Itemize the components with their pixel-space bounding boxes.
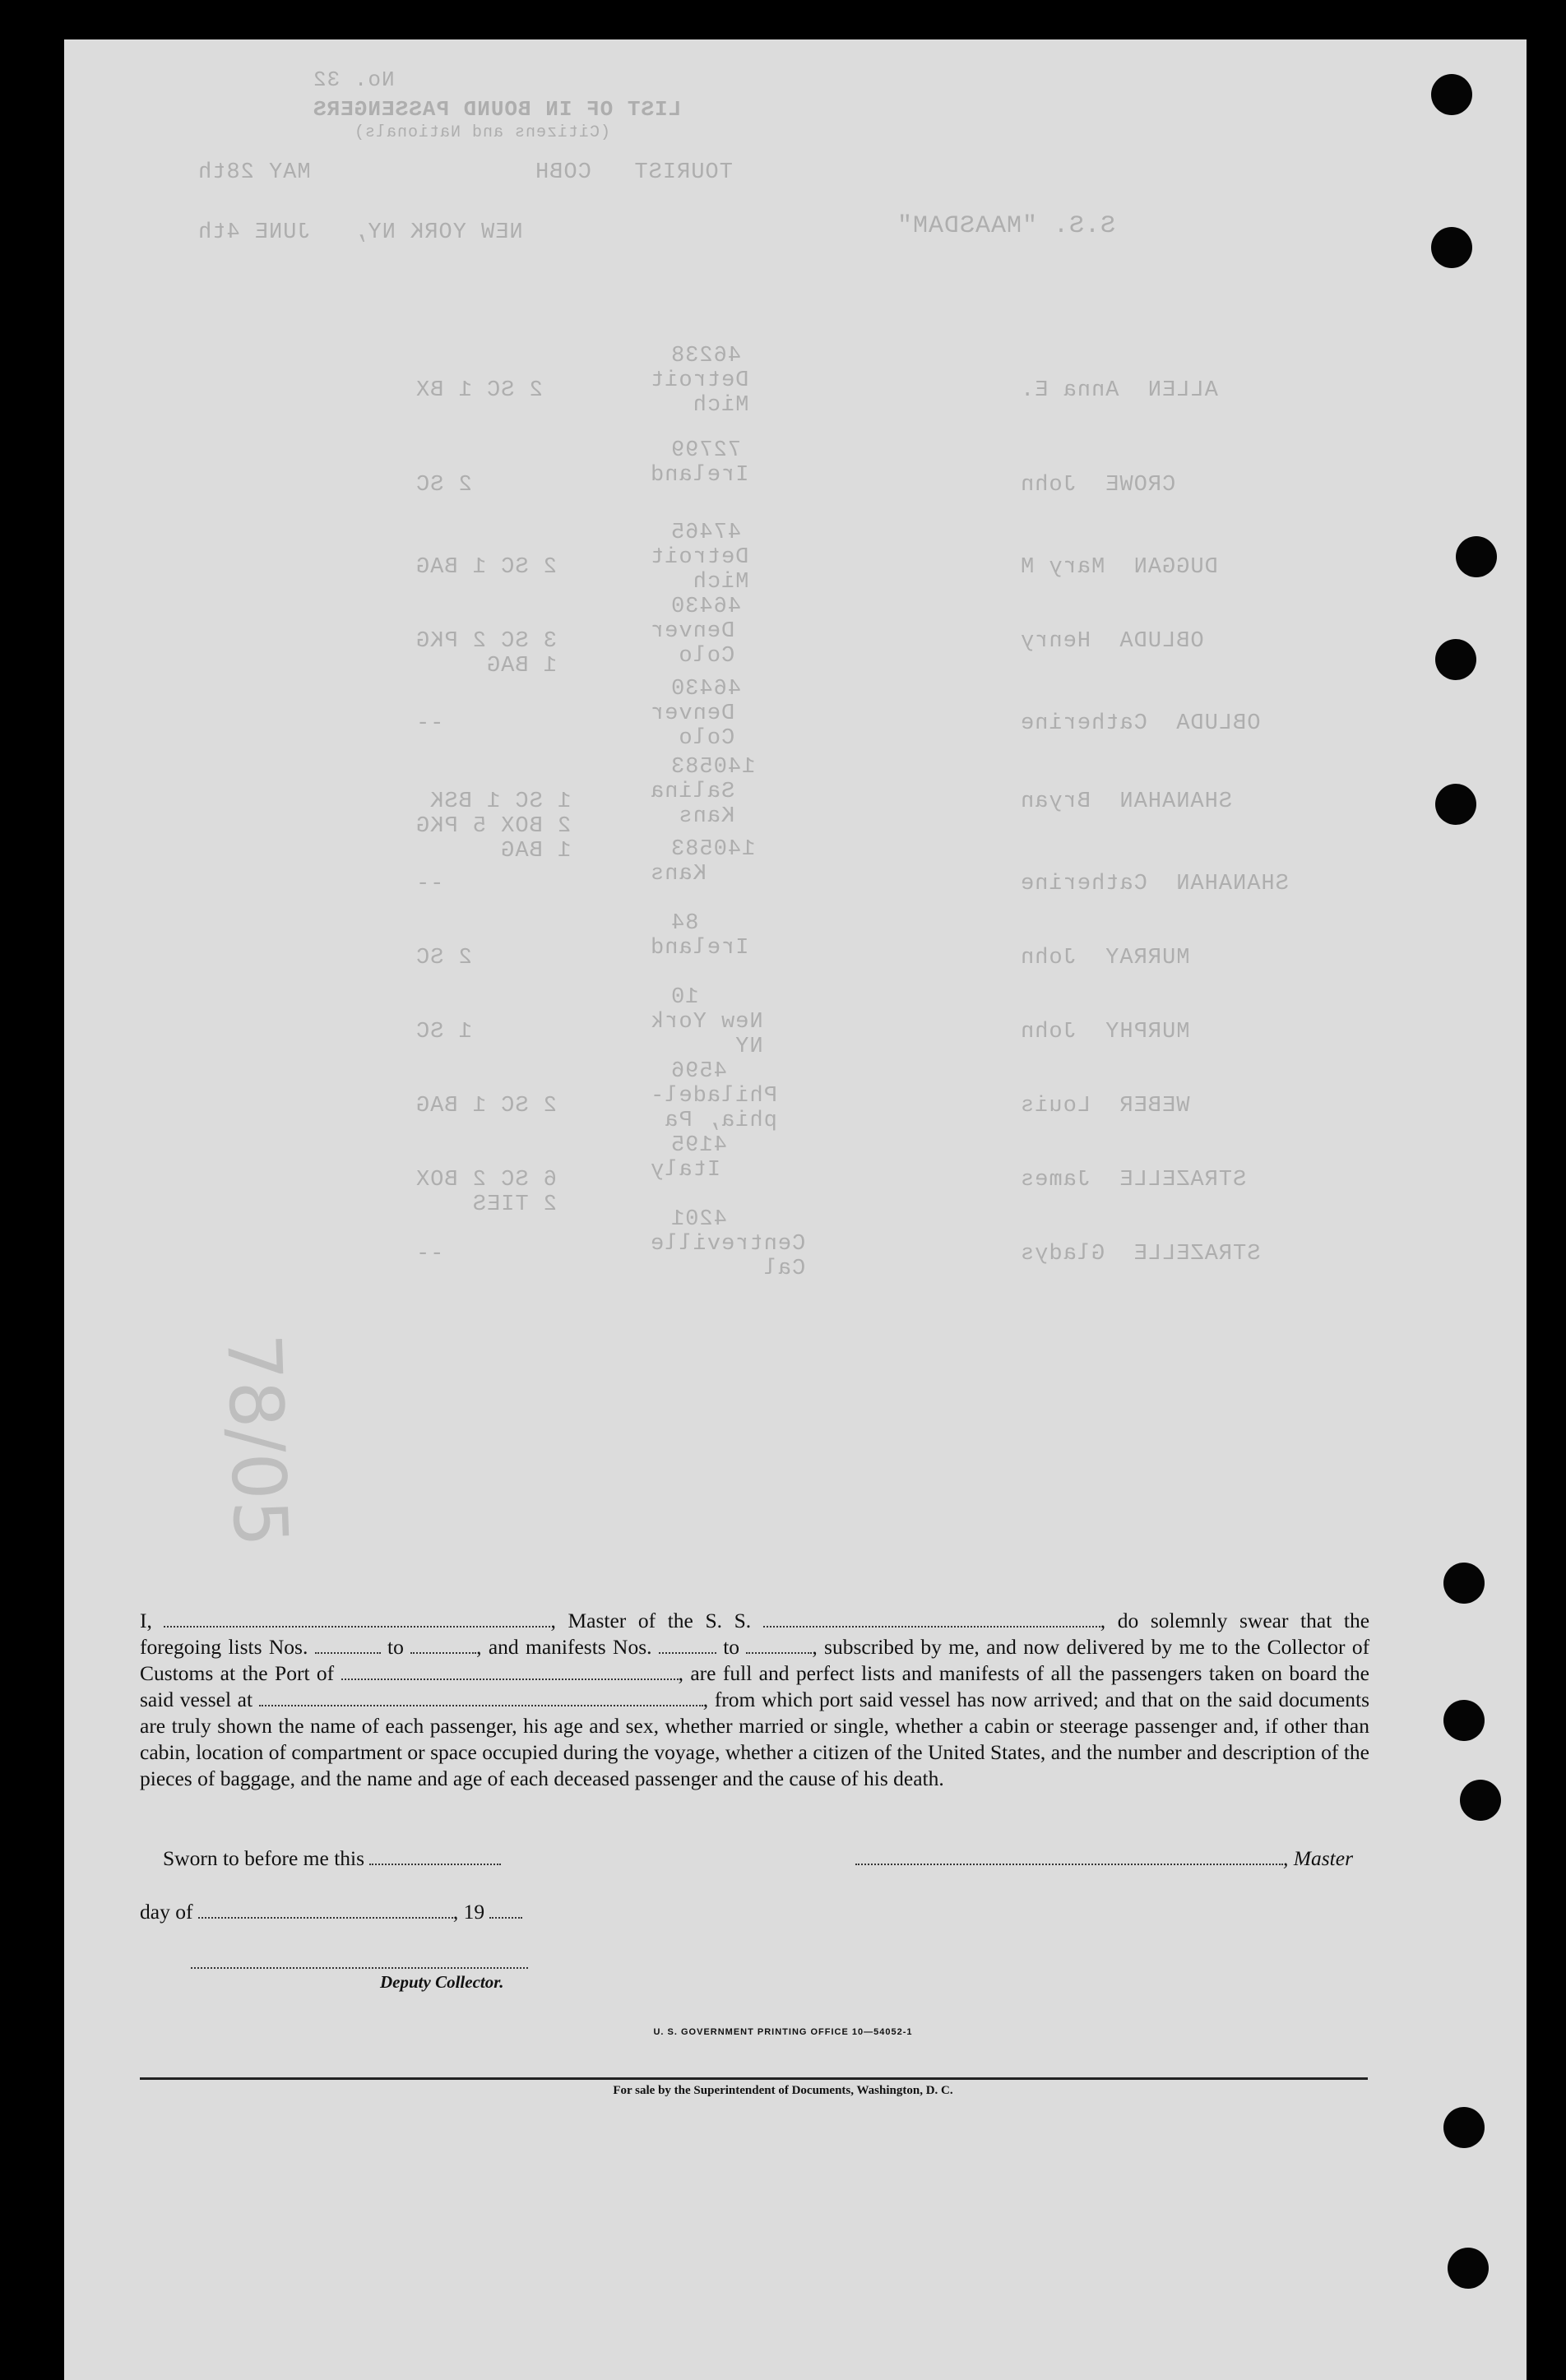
binder-hole: [1443, 1563, 1485, 1604]
ghost-passenger-name: WEBER Louis: [1020, 1094, 1190, 1118]
ghost-passenger-address: Philadel- phia, Pa: [650, 1084, 777, 1133]
faint-stamp: 78/05: [210, 1332, 304, 1549]
ghost-passenger-code: 46430: [670, 677, 742, 701]
binder-hole: [1435, 784, 1476, 825]
ghost-sail-date: MAY 28th: [197, 160, 311, 185]
ghost-passenger-address: Salina Kans: [650, 780, 735, 829]
ghost-passenger-baggage: 2 SC 1 BX: [415, 378, 543, 403]
ghost-passenger-name: OBLUDA Catherine: [1020, 711, 1261, 736]
master-name-blank[interactable]: [164, 1609, 550, 1628]
oath-text-5: to: [387, 1635, 404, 1659]
ghost-passenger-address: New York NY: [650, 1010, 763, 1059]
oath-text-7: to: [723, 1635, 740, 1659]
ghost-title: LIST OF IN BOUND PASSENGERS: [313, 97, 682, 122]
binder-hole: [1431, 227, 1472, 268]
ghost-arrival: NEW YORK NY, JUNE 4th: [197, 220, 523, 245]
port-blank[interactable]: [341, 1662, 679, 1680]
oath-text-1: I,: [140, 1609, 152, 1632]
ghost-passenger-baggage: 2 SC 1 BAG: [415, 1094, 558, 1118]
ghost-passenger-baggage: 1 SC: [415, 1020, 472, 1044]
ghost-passenger-code: 10: [670, 985, 699, 1010]
ghost-passenger-name: MURPHY John: [1020, 1020, 1190, 1044]
ghost-passenger-name: ALLEN Anna E.: [1020, 378, 1218, 403]
ghost-passenger-code: 46238: [670, 344, 742, 368]
oath-text-11: manifests of all the passengers taken on board the said vessel at: [140, 1661, 1369, 1711]
oath-text-3: , do solemnly: [1100, 1609, 1228, 1632]
ghost-passenger-code: 4596: [670, 1059, 727, 1084]
ghost-passenger-baggage: --: [415, 1242, 444, 1266]
day-row: [140, 1900, 522, 1924]
ghost-passenger-name: STRAZELLE James: [1020, 1168, 1247, 1192]
master-signature-blank[interactable]: [855, 1847, 1283, 1865]
ghost-passenger-code: 72799: [670, 438, 742, 463]
ghost-passenger-code: 140583: [670, 755, 756, 780]
ghost-list-number: No. 32: [313, 67, 395, 92]
ghost-passenger-address: Denver Colo: [650, 701, 735, 751]
ghost-passenger-baggage: 2 SC: [415, 946, 472, 970]
day-blank[interactable]: [198, 1901, 453, 1919]
ghost-passenger-address: Italy: [650, 1158, 721, 1183]
oath-paragraph: [140, 1608, 1369, 1792]
ship-name-blank[interactable]: [763, 1609, 1100, 1628]
ghost-passenger-address: Centreville Cal: [650, 1232, 806, 1281]
year-blank[interactable]: [489, 1901, 522, 1919]
oath-text-2: , Master of the S. S.: [550, 1609, 752, 1632]
oath-text-10: , are full and perfect lists and: [678, 1661, 933, 1685]
ghost-passenger-code: 47465: [670, 521, 742, 545]
ghost-passenger-address: Denver Colo: [650, 619, 735, 669]
manifest-to-blank[interactable]: [746, 1636, 812, 1654]
ghost-passenger-address: Detroit Mich: [650, 545, 749, 595]
day-of-label: day of: [140, 1900, 193, 1924]
ghost-passenger-address: Ireland: [650, 936, 749, 961]
binder-hole: [1443, 1700, 1485, 1741]
binder-hole: [1435, 639, 1476, 680]
ghost-passenger-baggage: 2 SC 1 BAG: [415, 555, 558, 580]
ghost-passenger-code: 4201: [670, 1207, 727, 1232]
binder-hole: [1443, 2107, 1485, 2148]
oath-text-12: , from which: [702, 1688, 813, 1711]
oath-text-6: , and manifests Nos.: [476, 1635, 652, 1659]
ghost-subtitle: (Citizens and Nationals): [354, 123, 611, 142]
master-row: [855, 1846, 1353, 1871]
binder-hole: [1448, 2248, 1489, 2289]
manifest-from-blank[interactable]: [659, 1636, 716, 1654]
oath-text-13: port said vessel has now arrived; and that on the said documents are truly shown the name of each passenger, his age and sex, whether married or single, whether a cabin or steerage passenger and, if other than cabin, location of compartment or space occupied during the voyage, whether a citizen of the United States, and the number and description of the pieces of baggage, and the name and age of each deceased passenger and the cause of his death.: [140, 1688, 1370, 1790]
ghost-ship: S.S. "MAASDAM": [897, 212, 1116, 240]
ghost-passenger-baggage: --: [415, 711, 444, 736]
deputy-signature-line[interactable]: [191, 1967, 528, 1969]
vessel-port-blank[interactable]: [259, 1688, 703, 1706]
ghost-passenger-name: STRAZELLE Gladys: [1020, 1242, 1261, 1266]
ghost-passenger-code: 84: [670, 911, 699, 936]
sale-notice: For sale by the Superintendent of Documents, Washington, D. C.: [613, 2084, 953, 2097]
ghost-passenger-name: SHANAHAN Catherine: [1020, 872, 1289, 896]
ghost-passenger-baggage: 6 SC 2 BOX 2 TIES: [415, 1168, 558, 1217]
ghost-passenger-name: CROWE John: [1020, 473, 1176, 498]
binder-hole: [1456, 536, 1497, 577]
ghost-passenger-address: Detroit Mich: [650, 368, 749, 418]
ghost-passenger-name: MURRAY John: [1020, 946, 1190, 970]
list-to-blank[interactable]: [410, 1636, 476, 1654]
footer-rule: [140, 2077, 1368, 2080]
sworn-row: [163, 1846, 501, 1871]
binder-hole: [1431, 74, 1472, 115]
ghost-passenger-address: Kans: [650, 862, 707, 887]
ghost-passenger-name: OBLUDA Henry: [1020, 629, 1204, 654]
ghost-passenger-code: 140583: [670, 837, 756, 862]
binder-hole: [1460, 1780, 1501, 1821]
ghost-passenger-baggage: --: [415, 872, 444, 896]
sworn-date-blank[interactable]: [369, 1847, 501, 1865]
year-label: , 19: [452, 1900, 485, 1924]
ghost-passenger-address: Ireland: [650, 463, 749, 488]
oath-text-4: swear that the foregoing lists Nos.: [140, 1609, 1370, 1659]
ghost-passenger-code: 46430: [670, 595, 742, 619]
oath-text-9: delivered by me to the Collector of Customs at the Port of: [140, 1635, 1370, 1685]
ghost-passenger-name: SHANAHAN Bryan: [1020, 789, 1233, 814]
deputy-collector-label: Deputy Collector.: [380, 1972, 504, 1992]
ghost-passenger-baggage: 3 SC 2 PKG 1 BAG: [415, 629, 558, 678]
ghost-passenger-code: 4195: [670, 1133, 727, 1158]
printer-imprint: U. S. GOVERNMENT PRINTING OFFICE 10—54052-1: [653, 2027, 913, 2037]
oath-text-8: , subscribed by me, and now: [812, 1635, 1060, 1659]
ghost-passenger-baggage: 2 SC: [415, 473, 472, 498]
ghost-passenger-baggage: 1 SC 1 BSK 2 BOX 5 PKG 1 BAG: [415, 789, 572, 864]
sworn-label: Sworn to before me this: [163, 1846, 365, 1870]
master-label: , Master: [1283, 1846, 1353, 1870]
ghost-passenger-name: DUGGAN Mary M: [1020, 555, 1218, 580]
list-from-blank[interactable]: [315, 1636, 381, 1654]
ghost-class-port: TOURIST COBH: [535, 160, 733, 185]
